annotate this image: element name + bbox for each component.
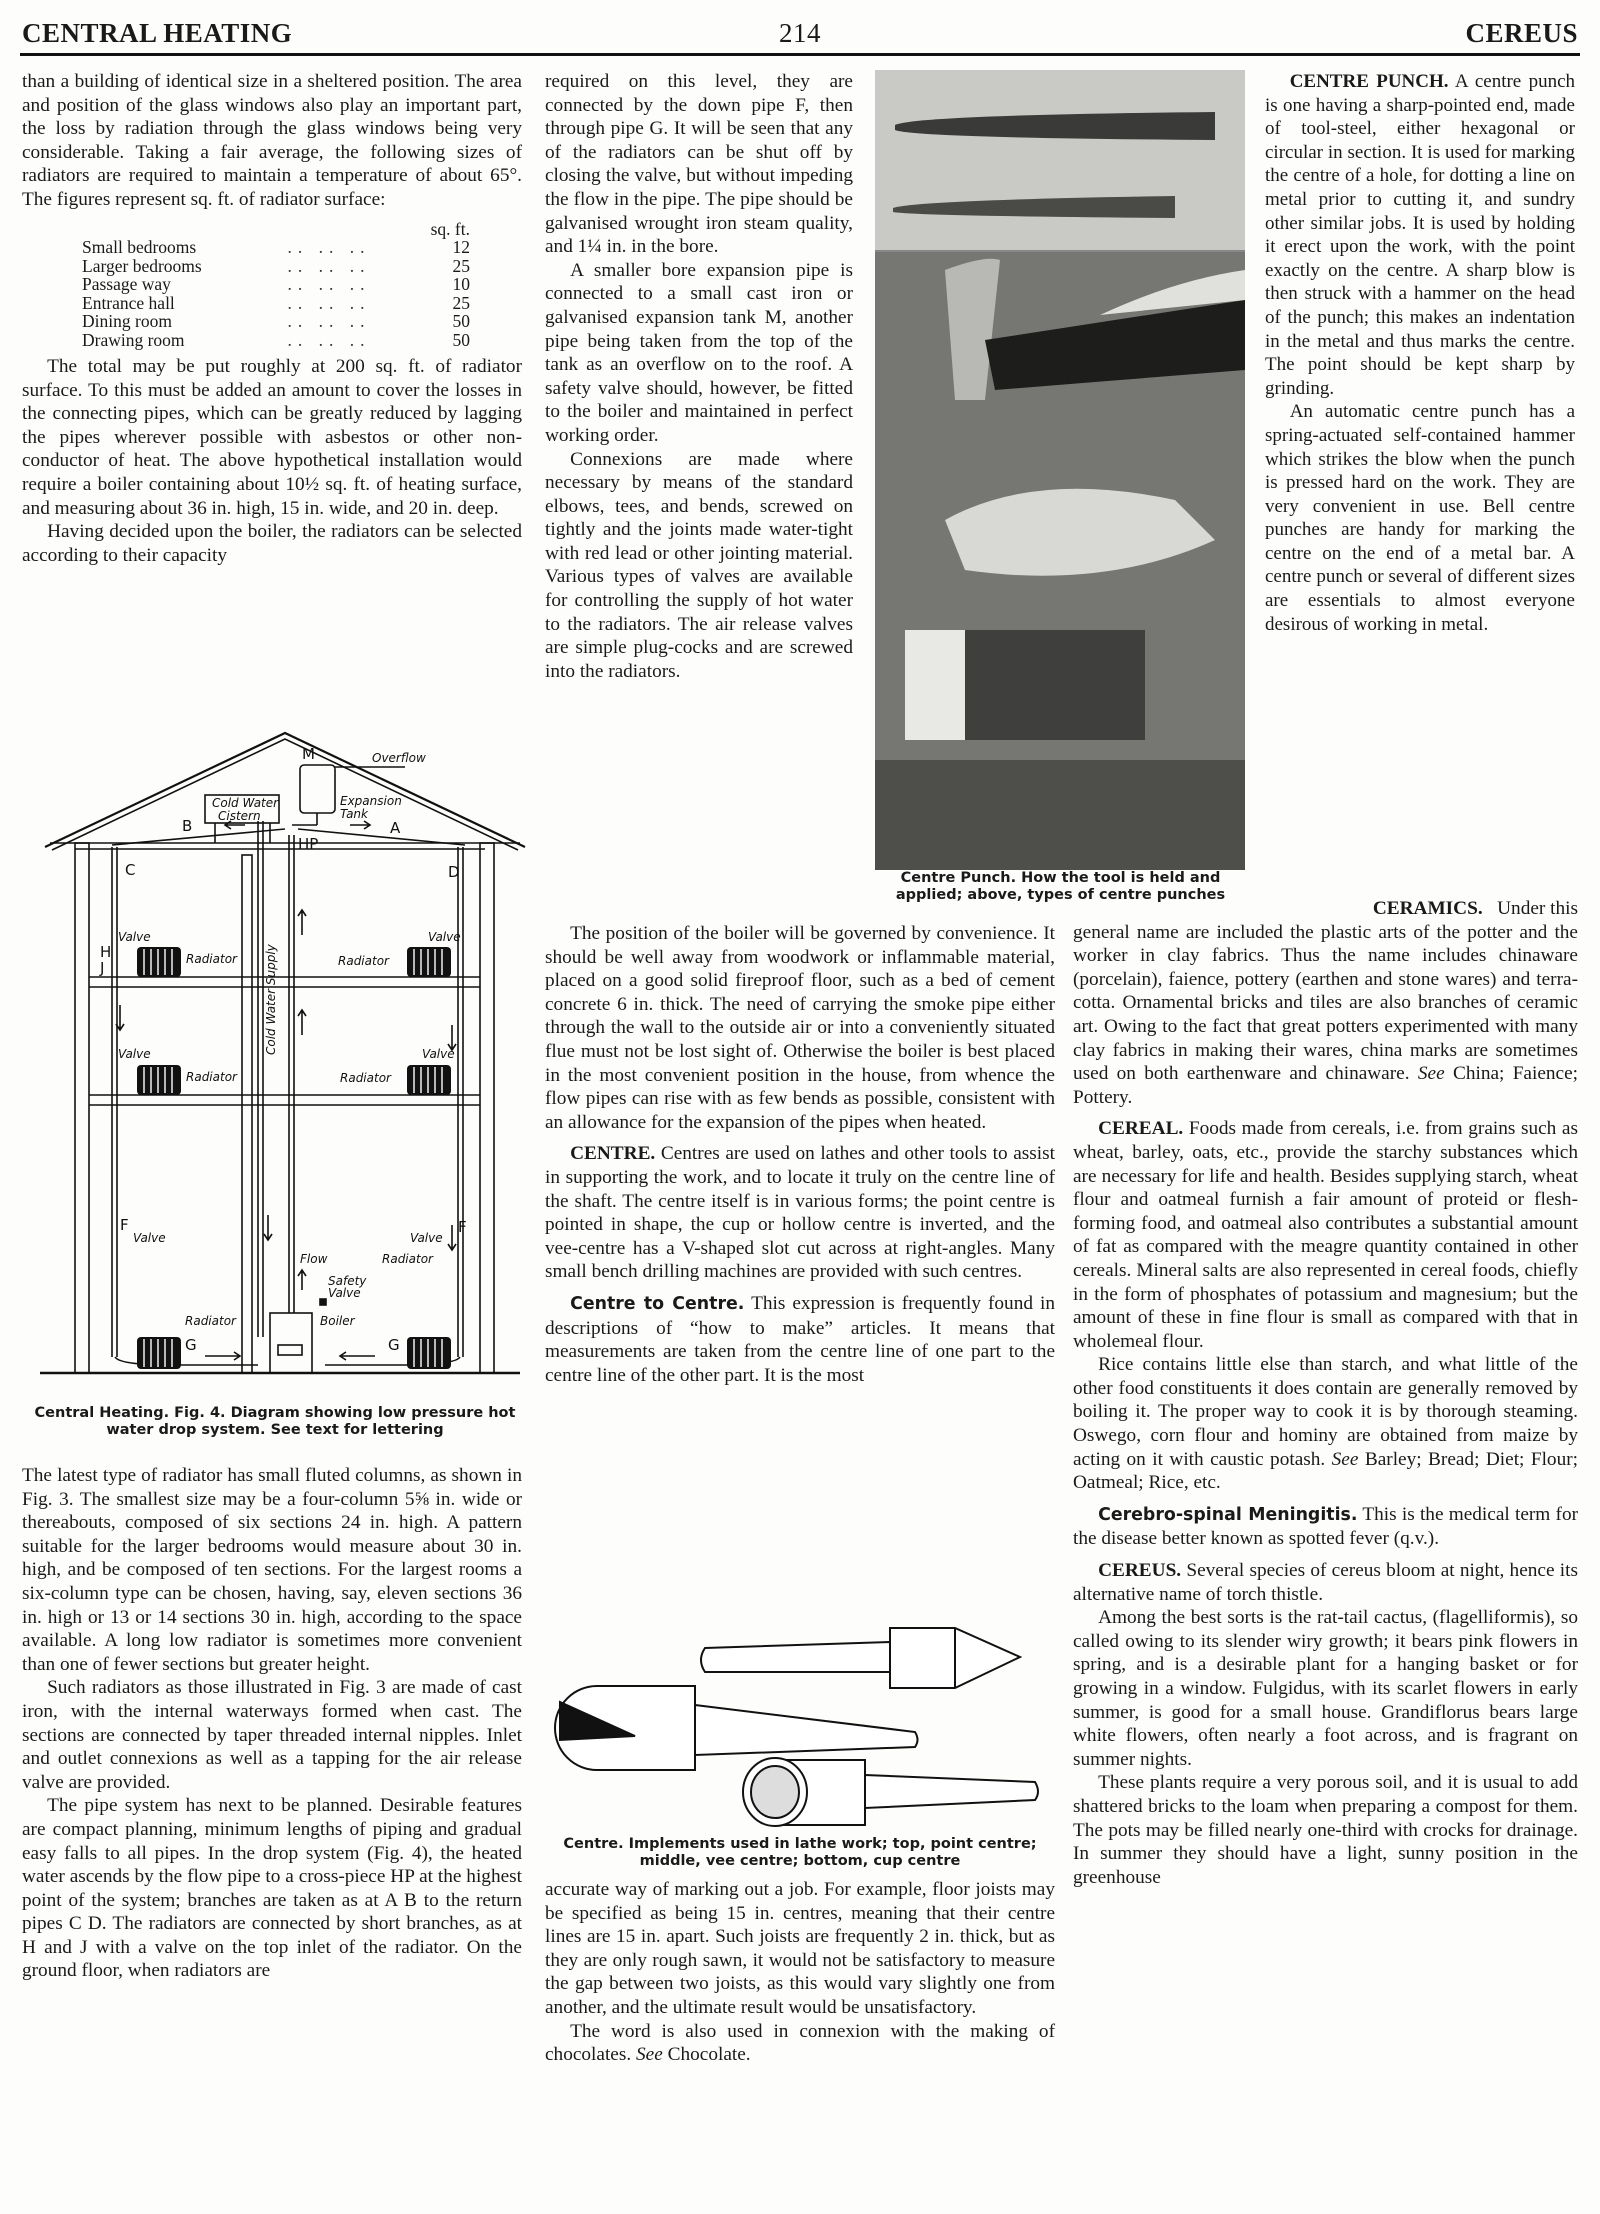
entry-cereus: [1073, 1559, 1578, 1606]
label-boiler: Boiler: [320, 1314, 355, 1328]
paragraph: [1073, 1353, 1578, 1495]
table-cell-value: 25: [452, 292, 470, 313]
entry-body: This is the medical term for the disease better known as spotted fever (q.v.).: [1073, 1503, 1578, 1550]
entry-ceramics-lead: [1073, 897, 1578, 921]
label-g: G: [388, 1336, 400, 1354]
lathe-centres-drawing: [545, 1610, 1045, 1830]
paragraph: A smaller bore expansion pipe is connected to a small cast iron or galvanised expansion tank M, another pipe being taken from the top of the tank as an overflow on to the roof. A safety valve should, however, be fitted to the boiler and maintained in perfect working order.: [545, 259, 853, 446]
entry-meningitis: [1073, 1503, 1578, 1551]
headword: Centre to Centre.: [570, 1293, 745, 1314]
paragraph: The total may be put roughly at 200 sq. ft. of radiator surface. To this must be added an amount to cover the losses in the connecting pipes, which can be greatly reduced by lagging the pipes wherever possible with asbestos or other non-conductor of heat. The above hypothetical installation would require a boiler containing about 10½ sq. ft. of heating surface, and measuring about 36 in. high, 15 in. wide, and 20 in. deep.: [22, 356, 522, 519]
label-c: C: [125, 861, 136, 879]
see-label: See: [1331, 1448, 1359, 1470]
column-1-top: [22, 70, 522, 567]
see-label: See: [636, 2044, 663, 2066]
column-2-end: [545, 1878, 1055, 2067]
label-h: H: [100, 943, 112, 961]
label-valve: Valve: [410, 1231, 443, 1245]
entry-centre-to-centre: [545, 1292, 1055, 1387]
table-cell-value: 50: [452, 329, 470, 350]
label-radiator: Radiator: [186, 952, 237, 966]
headword: CEREUS.: [1098, 1560, 1182, 1582]
centre-punch-photo-image: [875, 70, 1245, 870]
label-safety-1: Safety: [328, 1274, 367, 1288]
label-cistern-2: Cistern: [218, 809, 261, 823]
label-radiator: Radiator: [382, 1252, 433, 1266]
label-radiator: Radiator: [185, 1314, 236, 1328]
label-hp: HP: [298, 835, 319, 853]
paragraph: accurate way of marking out a job. For example, floor joists may be specified as being 15 in. centres, meaning that their centre lines are 15 in. apart. Such joists are frequently 2 in. thick, but as they are only rough sawn, it would not be satisfactory to measure the gap between two joists, as this would vary slightly one from another, and the ultimate result would be unsatisfactory.: [545, 1879, 1055, 2018]
label-g: G: [185, 1336, 197, 1354]
table-cell-room: Passage way: [82, 274, 171, 295]
label-valve: Valve: [422, 1047, 455, 1061]
paragraph: The pipe system has next to be planned. Desirable features are compact planning, minimum lengths of piping and gradual easy falls to all pipes. In the drop system (Fig. 4), the heated water ascends by the flow pipe to a cross-piece HP at the highest point of the system; branches are taken as at A B to the return pipes C D. The radiators are connected by short branches, as at H and J with a valve on the top inlet of the radiator. On the ground floor, when radiators are: [22, 1795, 522, 1982]
label-radiator: Radiator: [186, 1070, 237, 1084]
point-centre: [701, 1628, 1020, 1688]
figure-caption: Central Heating. Fig. 4. Diagram showing low pressure hot water drop system. See text for lettering: [34, 1405, 516, 1438]
column-3-top: [1265, 70, 1575, 636]
paragraph: The latest type of radiator has small fluted columns, as shown in Fig. 3. The smallest size may be a four-column 5⅝ in. wide or thereabouts, composed of six sections 24 in. high. A pattern suitable for the larger bedrooms would measure about 30 in. high, and be composed of ten sections. For the largest rooms a six-column type can be chosen, having, say, eleven sections 36 in. high or 13 or 14 sections 30 in. high, according to the space available. A long low radiator is sometimes more convenient than one of fewer sections but greater height.: [22, 1465, 522, 1675]
table-cell-room: Drawing room: [82, 329, 185, 350]
text: The word is also used in connexion with the making of chocolates.: [545, 2020, 1055, 2066]
cup-centre: [743, 1758, 1038, 1826]
entry-body: Foods made from cereals, i.e. from grains such as wheat, barley, oats, etc., provide the starchy substances which are necessary for life and health. Besides supplying starch, wheat flour and oatmeal furnish a fair amount of proteid or flesh-forming food, and oatmeal also contributes a substantial amount of fat as compared with the meagre quantity contained in other cereals. Mineral salts are also represented in cereal foods, chiefly in the form of phosphates of potassium and magnesium; but the amount of these in fine flour is small as compared with that in wholemeal flour.: [1073, 1118, 1578, 1352]
paragraph: The position of the boiler will be governed by convenience. It should be well away from woodwork or inflammable material, placed on a good solid fireproof floor, such as a bed of cement concrete 6 in. thick. The need of carrying the smoke pipe either through the wall to the outside air or into a conveniently situated flue must not be lost sight of. Otherwise the boiler is best placed in the most convenient position in the house, from whence the flow pipes can rise with as few bends as possible, consistent with an allowance for the expansion of the pipes when heated.: [545, 923, 1055, 1133]
column-2-top: [545, 70, 853, 683]
label-d: D: [448, 863, 460, 881]
label-valve: Valve: [133, 1231, 166, 1245]
table-cell-room: Larger bedrooms: [82, 255, 202, 276]
radiator-size-table: [82, 220, 492, 350]
column-1-bottom: [22, 1464, 522, 1983]
cross-reference-link[interactable]: China; Faience; Pottery.: [1073, 1063, 1579, 1108]
paragraph: than a building of identical size in a sheltered position. The area and position of the glass windows also play an important part, the loss by radiation through the glass windows being very considerable. Taking a fair average, the following sizes of radiators are required to maintain a temperature of about 65°. The figures represent sq. ft. of radiator surface:: [22, 71, 522, 210]
label-b: B: [182, 817, 193, 835]
label-f: F: [458, 1218, 467, 1236]
column-2-bottom: [545, 922, 1055, 1387]
entry-centre-punch: [1265, 70, 1575, 400]
paragraph: required on this level, they are connected by the down pipe F, then through pipe G. It will be seen that any of the radiators can be shut off by closing the valve, but without impeding the flow in the pipe. The pipe should be galvanised wrought iron steam quality, and 1¼ in. in the bore.: [545, 71, 853, 258]
entry-body: A centre punch is one having a sharp-pointed end, made of tool-steel, either hexagonal or circular in section. It is used for marking the centre of a hole, for dotting a line on metal prior to cutting it, and sundry other similar jobs. It is used by holding it erect upon the work, with the point exactly on the centre. A sharp blow is then struck with a hammer on the head of the punch; this makes an indentation in the metal and thus marks the centre. The point should be kept sharp by grinding.: [1265, 71, 1576, 399]
label-valve: Valve: [428, 930, 461, 944]
label-valve: Valve: [118, 1047, 151, 1061]
headword: CEREAL.: [1098, 1118, 1184, 1140]
lathe-caption: Centre. Implements used in lathe work; top, point centre; middle, vee centre; bottom, cup centre: [563, 1836, 1037, 1869]
paragraph: [545, 2020, 1055, 2067]
label-f: F: [120, 1216, 129, 1234]
entry-body: Several species of cereus bloom at night, hence its alternative name of torch thistle.: [1073, 1560, 1578, 1605]
table-row: [82, 331, 492, 350]
cross-reference-link[interactable]: Barley; Bread; Diet; Flour; Oatmeal; Rice, etc.: [1073, 1448, 1578, 1494]
headword: CENTRE.: [570, 1143, 656, 1165]
table-cell-value: 25: [452, 255, 470, 276]
entry-centre: [545, 1142, 1055, 1284]
table-cell-value: 50: [452, 311, 470, 332]
entry-body: general name are included the plastic arts of the potter and the worker in clay fabrics. Thus the name includes chinaware (porcelain), faience, pottery (earthen and stone wares) and terra-cotta. Ornamental bricks and tiles are also branches of ceramic art. Owing to the fact that great potters experimented with many clay fabrics in making their wares, china marks are sometimes used on both earthenware and chinaware.: [1073, 921, 1578, 1085]
paragraph: Among the best sorts is the rat-tail cactus, (flagelliformis), so called owing to its slender wiry growth; it bears pink flowers in spring, and is a desirable plant for a hanging basket or for growing in a window. Fulgidus, with its scarlet flowers in early summer, is good for a small house. Grandiflorus bears large white flowers, often nearly a foot across, and is fragrant on summer nights.: [1073, 1607, 1578, 1770]
running-head-left: CENTRAL HEATING: [22, 18, 293, 48]
paragraph: Such radiators as those illustrated in Fig. 3 are made of cast iron, with the internal waterways formed when cast. The sections are connected by taper threaded internal nipples. Inlet and outlet connexions as well as a tapping for the air release valve are provided.: [22, 1677, 522, 1793]
label-j: J: [100, 959, 105, 977]
entry-body: Centres are used on lathes and other tools to assist in supporting the work, and to locate it truly on the centre line of the shaft. The centre itself is in various forms; the point centre is pointed in shape, the cup or hollow centre is inverted, and the vee-centre has a V-shaped slot cut across at right-angles. Many small bench drilling machines are provided with such centres.: [545, 1143, 1056, 1283]
paragraph: These plants require a very porous soil, and it is usual to add shattered bricks to the loam when preparing a compost for them. The pots may be filled nearly one-third with crocks for drainage. In summer they should have a light, sunny position in the greenhouse: [1073, 1772, 1578, 1888]
table-cell-room: Small bedrooms: [82, 237, 197, 258]
table-unit-header: sq. ft.: [430, 218, 470, 239]
label-expansion-2: Tank: [340, 807, 368, 821]
table-leader: .. .. ..: [287, 255, 371, 276]
running-head: [22, 14, 1578, 50]
paragraph: Connexions are made where necessary by means of the standard elbows, tees, and bends, screwed on tightly and the joints made water-tight with red lead or other jointing material. Various types of valves are available for controlling the supply of hot water to the radiators. The air release valves are simple plug-cocks and are screwed into the radiators.: [545, 448, 853, 682]
label-cistern-1: Cold Water: [212, 796, 279, 810]
centre-punch-photo: [875, 70, 1245, 870]
label-radiator: Radiator: [340, 1071, 391, 1085]
table-cell-value: 12: [452, 237, 470, 258]
table-row: [82, 257, 492, 276]
table-row: [82, 275, 492, 294]
label-cold-water-supply: Cold Water Supply: [264, 944, 278, 1055]
entry-body: Rice contains little else than starch, and what little of the other food constituents it does contain are generally removed by boiling it. The proper way to cook it is by thorough steaming. Oswego, corn flour and hominy are obtained from maize by acting on it with caustic potash.: [1073, 1354, 1578, 1470]
table-cell-room: Entrance hall: [82, 292, 175, 313]
column-3-bottom: [1073, 897, 1578, 1889]
table-cell-value: 10: [452, 274, 470, 295]
entry-body: Under this: [1497, 898, 1578, 919]
entry-body: This expression is frequently found in descriptions of “how to make” articles. It means that measurements are taken from the centre line of one part to the centre line of the other part. It is the most: [545, 1292, 1055, 1386]
label-radiator: Radiator: [338, 954, 389, 968]
vee-centre: [555, 1686, 918, 1770]
table-row: [82, 312, 492, 331]
house-cross-section-diagram: [20, 725, 530, 1395]
paragraph: Having decided upon the boiler, the radiators can be selected according to their capacity: [22, 521, 522, 566]
entry-cereal: [1073, 1117, 1578, 1353]
running-head-right: CEREUS: [1465, 18, 1578, 48]
label-flow: Flow: [300, 1252, 328, 1266]
table-leader: .. .. ..: [287, 237, 371, 258]
see-label: See: [1417, 1063, 1445, 1085]
table-row: [82, 294, 492, 313]
label-valve: Valve: [118, 930, 151, 944]
header-rule: [20, 53, 1580, 56]
cross-reference-link[interactable]: Chocolate.: [667, 2044, 751, 2066]
entry-ceramics-body: [1073, 921, 1578, 1110]
table-row: [82, 238, 492, 257]
central-heating-diagram: [20, 725, 530, 1395]
page-number: 214: [779, 18, 821, 48]
label-m: M: [302, 745, 315, 763]
headword: CENTRE PUNCH.: [1289, 71, 1449, 92]
headword: Cerebro-spinal Meningitis.: [1098, 1504, 1358, 1525]
table-leader: .. .. ..: [287, 292, 371, 313]
lathe-centres-illustration: [545, 1610, 1045, 1830]
headword: CERAMICS.: [1372, 898, 1483, 919]
table-leader: .. .. ..: [287, 274, 371, 295]
table-cell-room: Dining room: [82, 311, 172, 332]
paragraph: An automatic centre punch has a spring-actuated self-contained hammer which strikes the blow when the punch is pressed hard on the work. They are very convenient in use. Bell centre punches are handy for marking the centre on the end of a metal bar. A centre punch or several of different sizes are essentials to almost everyone desirous of working in metal.: [1265, 401, 1575, 635]
label-safety-2: Valve: [328, 1286, 361, 1300]
table-leader: .. .. ..: [287, 311, 371, 332]
label-overflow: Overflow: [372, 751, 426, 765]
label-expansion-1: Expansion: [340, 794, 402, 808]
label-a: A: [390, 819, 401, 837]
photo-caption: Centre Punch. How the tool is held and applied; above, types of centre punches: [895, 870, 1226, 903]
table-leader: .. .. ..: [287, 329, 371, 350]
